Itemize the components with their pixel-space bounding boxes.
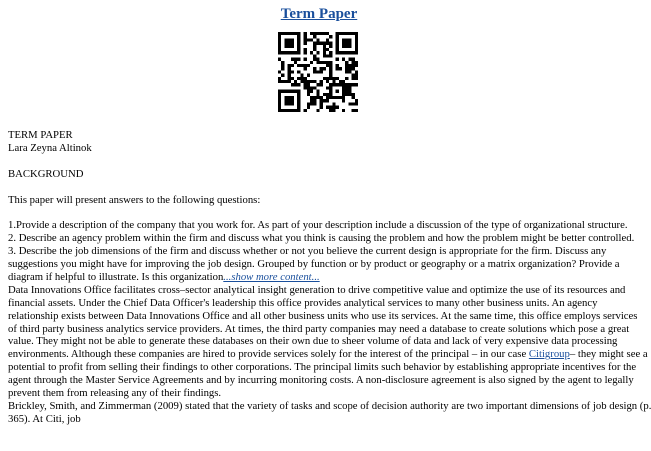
paragraph-1-line-9: prevent them from releasing any of their findings. [8, 387, 222, 400]
paragraph-1-line-1: Data Innovations Office facilitates cross–sector analytical insight generation to drive competitive value and optimize the use of its resources and [8, 283, 626, 296]
question-3-line-3 [8, 271, 632, 284]
paragraph-2-line-1: Brickley, Smith, and Zimmerman (2009) stated that the variety of tasks and scope of decision authority are two important dimensions of job design (p. [8, 399, 651, 412]
question-3-line-2: suggestions you might have for improving the job design. Grouped by function or by product or geography or a matrix organization? Provide a [8, 258, 620, 271]
paragraph-1-line-6 [8, 348, 648, 361]
show-more-link[interactable]: ...show more content... [223, 270, 320, 283]
paragraph-1-line-2: financial assets. Under the Chief Data Officer's leadership this office provides analytical services to many other business units. An agency [8, 296, 598, 309]
section-heading: BACKGROUND [8, 167, 84, 180]
question-3-text: diagram if helpful to illustrate. Is this organization [8, 270, 224, 283]
paragraph-1-line-4: of third party business analytics service providers. At times, the third party companies may need a database to create solutions which pose a great [8, 322, 630, 335]
qr-code-graphic [278, 32, 358, 112]
author-name: Lara Zeyna Altinok [8, 141, 92, 154]
paragraph-1-line-7: potential to profit from selling their findings to other corporations. The principal limits such behavior by establishing appropriate incentives for the [8, 361, 637, 374]
paragraph-2-line-2: 365). At Citi, job [8, 412, 81, 425]
paragraph-1-line-6-tail: – they might see a [569, 348, 648, 361]
document-heading: TERM PAPER [8, 129, 73, 141]
question-3-line-1: 3. Describe the job dimensions of the firm and discuss whether or not you believe the current design is appropriate for the firm. Discuss any [8, 245, 607, 258]
paragraph-1-line-5: value. They might not be able to generate these databases on their own due to sheer volume of data and lack of very expensive data processing [8, 335, 618, 348]
title-link[interactable]: Term Paper [280, 6, 358, 22]
paragraph-1-line-6-text: environments. Although these companies are hired to provide services solely for the interest of the principal – in our case [8, 348, 529, 361]
document-body [8, 129, 651, 426]
intro-text: This paper will present answers to the following questions: [8, 193, 261, 206]
paragraph-1-line-3: relationship exists between Data Innovations Office and all other business units who use its services. At the same time, this office employs services [8, 309, 638, 322]
paragraph-1-line-8: agent through the Master Service Agreements and by incurring monitoring costs. A non-disclosure agreement is also signed by the agent to legally [8, 374, 634, 387]
question-1: 1.Provide a description of the company that you work for. As part of your description include a discussion of the type of organizational structure. [8, 219, 628, 232]
citigroup-link[interactable]: Citigroup [528, 348, 570, 361]
qr-code-icon [278, 32, 358, 112]
question-2: 2. Describe an agency problem within the firm and discuss what you think is causing the problem and how the problem might be better controlled. [8, 232, 635, 245]
